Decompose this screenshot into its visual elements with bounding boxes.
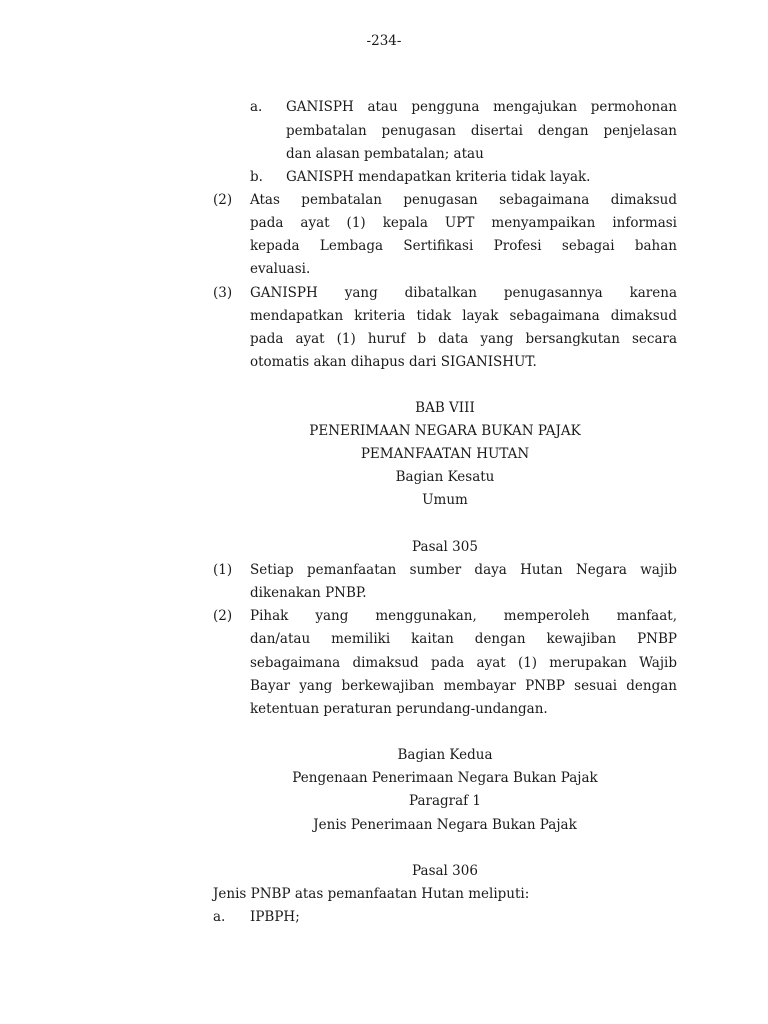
ayat-3-line-3: pada ayat (1) huruf b data yang bersangkutan secara: [250, 331, 677, 347]
part-heading: Bagian Kesatu: [395, 469, 495, 485]
pasal-305-ayat-2-line-5: ketentuan peraturan perundang-undangan.: [250, 701, 548, 717]
pasal-306-heading: Pasal 306: [412, 863, 478, 879]
page-number: -234-: [366, 33, 402, 49]
list-label-b: b.: [250, 169, 263, 185]
pasal-305-ayat-1-line-2: dikenakan PNBP.: [250, 585, 367, 601]
pasal-305-ayat-2-number: (2): [213, 608, 233, 624]
part-2-heading: Bagian Kedua: [397, 747, 493, 763]
pasal-306-item-a-text: IPBPH;: [250, 909, 300, 925]
ayat-number-2: (2): [213, 192, 233, 208]
pasal-305-heading: Pasal 305: [412, 539, 478, 555]
pasal-305-ayat-2-line-3: sebagaimana dimaksud pada ayat (1) merupakan Wajib: [250, 655, 677, 671]
paragraf-title: Jenis Penerimaan Negara Bukan Pajak: [313, 817, 577, 833]
chapter-title-line-1: PENERIMAAN NEGARA BUKAN PAJAK: [309, 423, 581, 439]
list-item-a-line-2: pembatalan penugasan disertai dengan penjelasan: [286, 123, 677, 139]
ayat-2-line-4: evaluasi.: [250, 261, 311, 277]
list-label-a: a.: [250, 99, 263, 115]
pasal-305-ayat-2-line-4: Bayar yang berkewajiban membayar PNBP sesuai dengan: [250, 678, 677, 694]
ayat-2-line-2: pada ayat (1) kepala UPT menyampaikan informasi: [250, 215, 677, 231]
ayat-3-line-1: GANISPH yang dibatalkan penugasannya karena: [250, 285, 677, 301]
paragraf-heading: Paragraf 1: [408, 793, 482, 809]
list-item-a-line-1: GANISPH atau pengguna mengajukan permohonan: [286, 99, 677, 115]
pasal-305-ayat-1-number: (1): [213, 562, 233, 578]
ayat-2-line-3: kepada Lembaga Sertifikasi Profesi sebagai bahan: [250, 238, 677, 254]
ayat-number-3: (3): [213, 285, 233, 301]
chapter-title-line-2: PEMANFAATAN HUTAN: [360, 446, 530, 462]
pasal-306-intro: Jenis PNBP atas pemanfaatan Hutan meliputi:: [213, 886, 530, 902]
pasal-305-ayat-2-line-2: dan/atau memiliki kaitan dengan kewajiban PNBP: [250, 631, 677, 647]
chapter-number: BAB VIII: [415, 400, 475, 416]
ayat-3-line-2: mendapatkan kriteria tidak layak sebagaimana dimaksud: [250, 308, 677, 324]
list-item-b-line-1: GANISPH mendapatkan kriteria tidak layak.: [286, 169, 591, 185]
list-item-a-line-3: dan alasan pembatalan; atau: [286, 146, 484, 162]
pasal-305-ayat-1-line-1: Setiap pemanfaatan sumber daya Hutan Negara wajib: [250, 562, 677, 578]
ayat-2-line-1: Atas pembatalan penugasan sebagaimana dimaksud: [250, 192, 677, 208]
part-2-title: Pengenaan Penerimaan Negara Bukan Pajak: [292, 770, 598, 786]
ayat-3-line-4: otomatis akan dihapus dari SIGANISHUT.: [250, 354, 537, 370]
pasal-306-item-a-label: a.: [213, 909, 226, 925]
pasal-305-ayat-2-line-1: Pihak yang menggunakan, memperoleh manfaat,: [250, 608, 677, 624]
part-title: Umum: [422, 492, 468, 508]
